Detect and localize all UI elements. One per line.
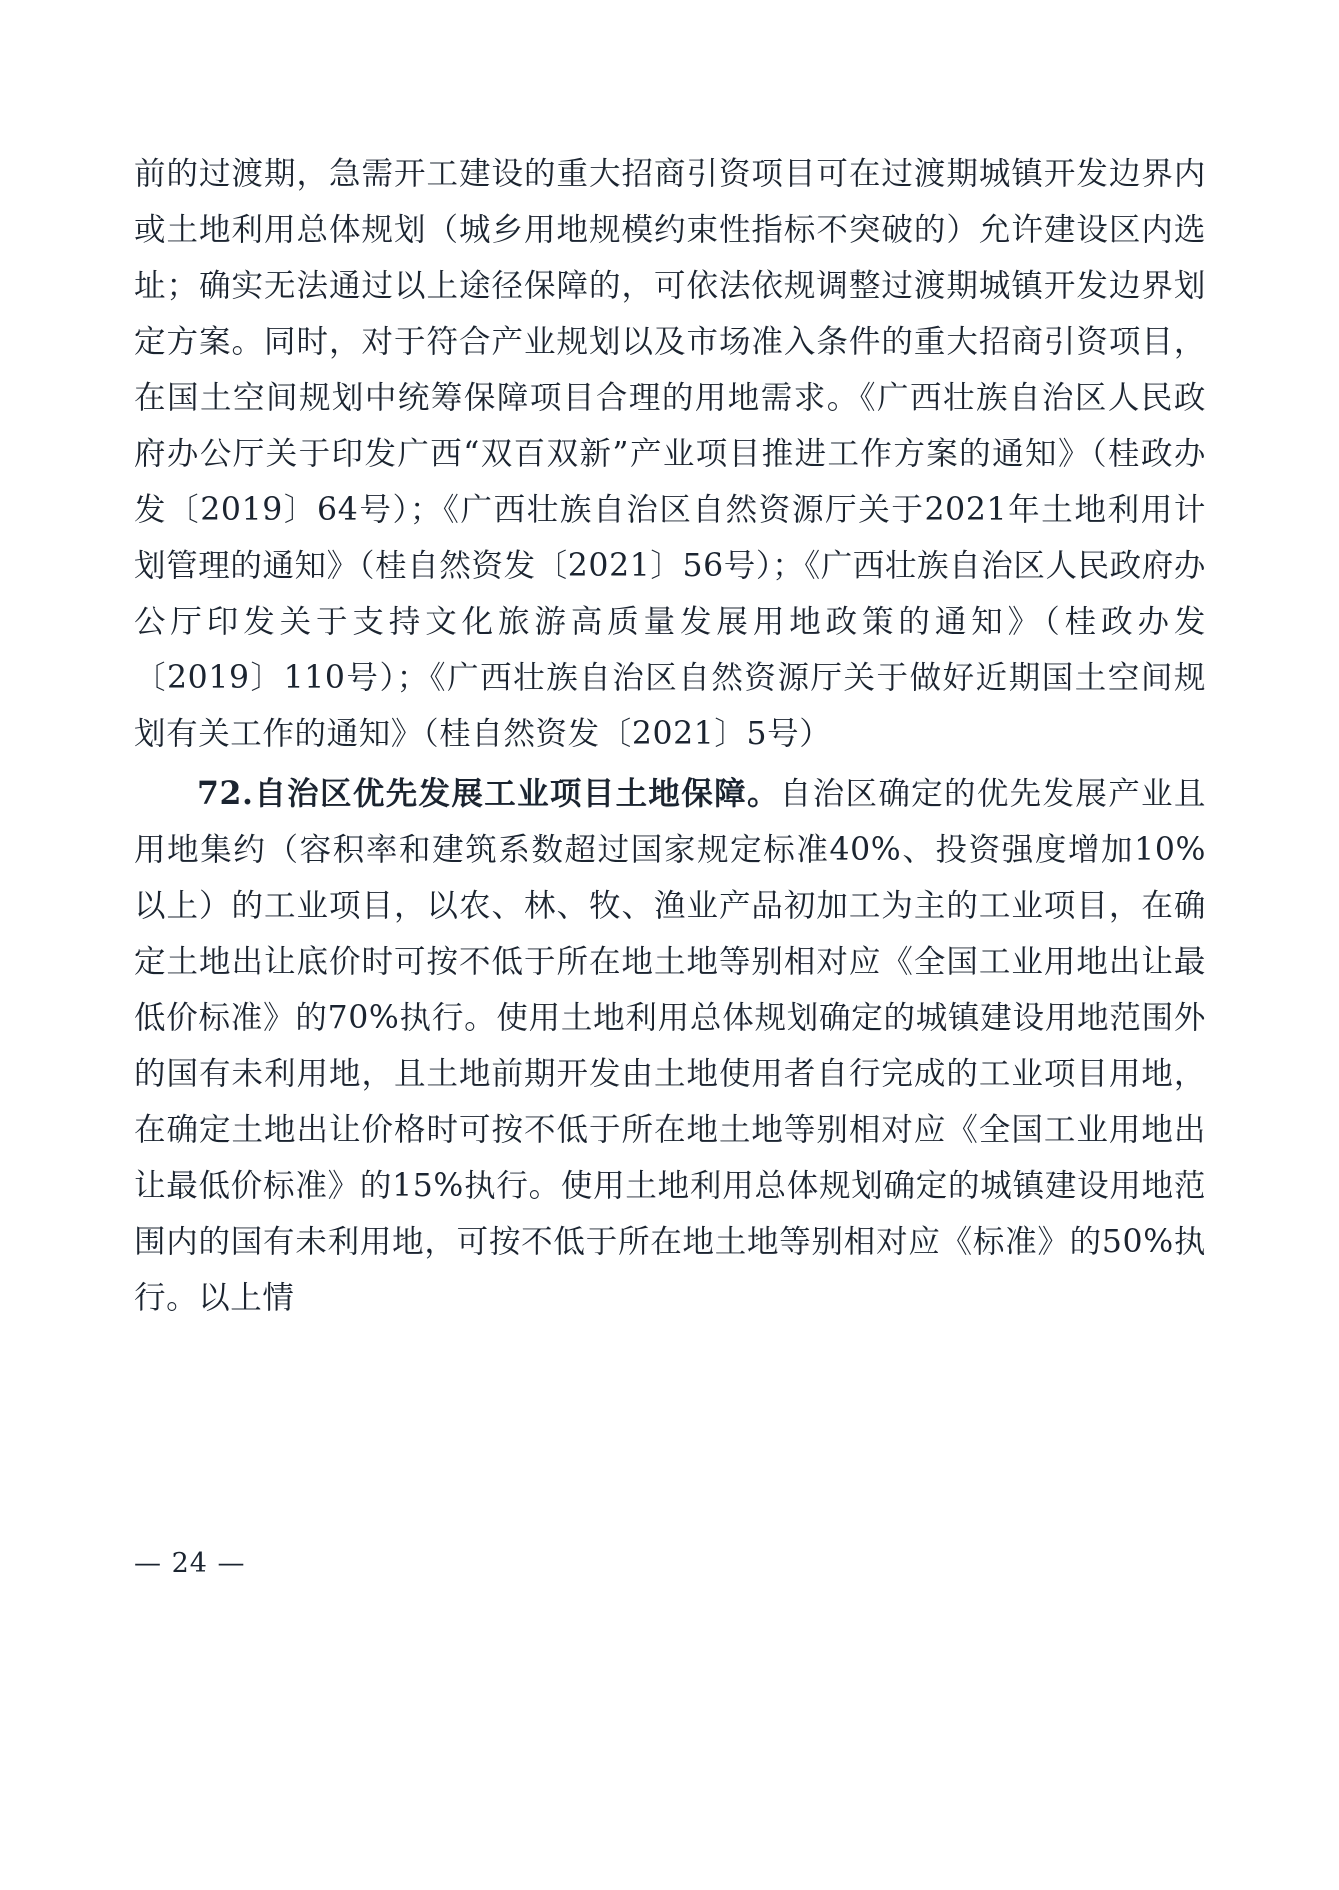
page-number: — 24 — [134, 1548, 246, 1579]
paragraph-item-72-text: 自治区确定的优先发展产业且用地集约（容积率和建筑系数超过国家规定标准40%、投资强度增加10%以上）的工业项目，以农、林、牧、渔业产品初加工为主的工业项目，在确定土地出让底价时可按不低于所在地土地等别相对应《全国工业用地出让最低价标准》的70%执行。使用土地利用总体规划确定的城镇建设用地范围外的国有未利用地，且土地前期开发由土地使用者自行完成的工业项目用地，在确定土地出让价格时可按不低于所在地土地等别相对应《全国工业用地出让最低价标准》的15%执行。使用土地利用总体规划确定的城镇建设用地范围内的国有未利用地，可按不低于所在地土地等别相对应《标准》的50%执行。以上情 [134, 776, 1206, 1316]
paragraph-item-72-heading: 72.自治区优先发展工业项目土地保障。 [197, 775, 780, 812]
paragraph-continued [134, 146, 1206, 762]
paragraph-item-72 [134, 766, 1206, 1326]
page-body [134, 146, 1206, 1326]
paragraph-continued-text: 前的过渡期，急需开工建设的重大招商引资项目可在过渡期城镇开发边界内或土地利用总体规划（城乡用地规模约束性指标不突破的）允许建设区内选址；确实无法通过以上途径保障的，可依法依规调整过渡期城镇开发边界划定方案。同时，对于符合产业规划以及市场准入条件的重大招商引资项目，在国土空间规划中统筹保障项目合理的用地需求。《广西壮族自治区人民政府办公厅关于印发广西“双百双新”产业项目推进工作方案的通知》（桂政办发〔2019〕64号）；《广西壮族自治区自然资源厅关于2021年土地利用计划管理的通知》（桂自然资发〔2021〕56号）；《广西壮族自治区人民政府办公厅印发关于支持文化旅游高质量发展用地政策的通知》（桂政办发〔2019〕110号）；《广西壮族自治区自然资源厅关于做好近期国土空间规划有关工作的通知》（桂自然资发〔2021〕5号） [134, 156, 1206, 752]
